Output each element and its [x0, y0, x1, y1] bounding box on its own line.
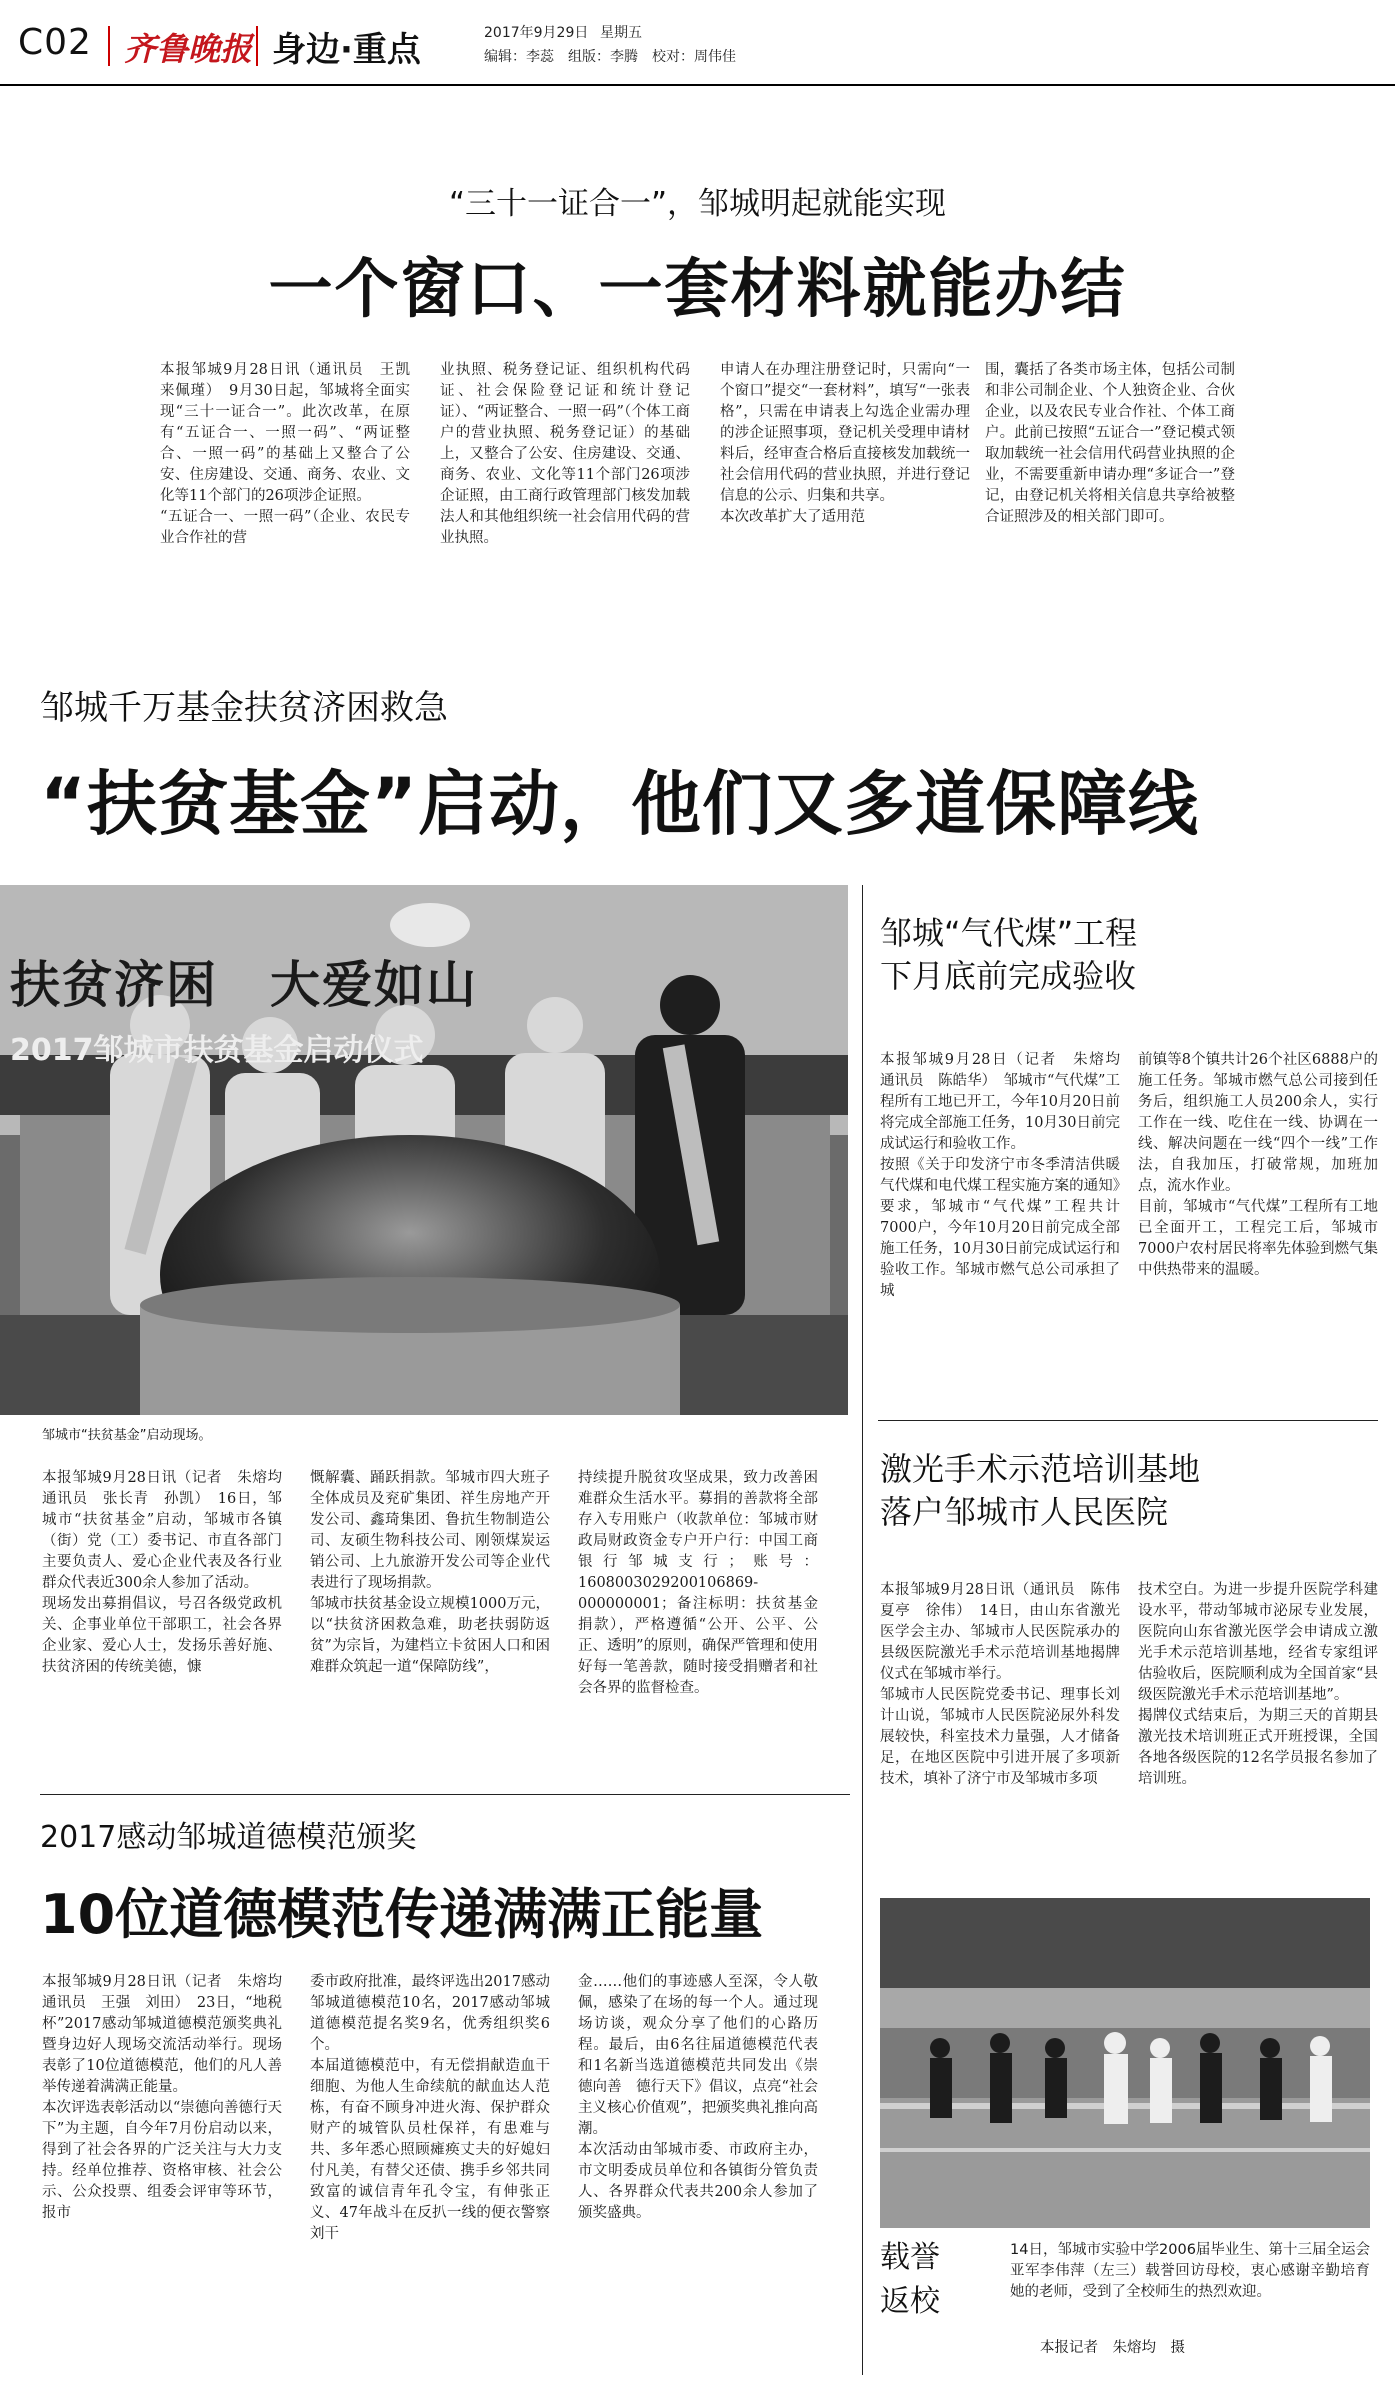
- section-rule: [40, 1794, 850, 1795]
- story5-column-2: 技术空白。为进一步提升医院学科建设水平，带动邹城市泌尿专业发展，医院向山东省激光医学会申请成立激光手术示范培训基地，经省专家组评估验收后，医院顺利成为全国首家“县级医院激光手术示范培训基地”。 揭牌仪式结束后，为期三天的首期县激光技术培训班正式开班授课，全国各地各级医院的12名学员报名参加了培训班。: [1138, 1582, 1378, 1787]
- story6-title: [880, 2236, 940, 2323]
- page-number: C02: [18, 22, 92, 63]
- fund-launch-photo: [0, 885, 848, 1415]
- story4-column-2: 前镇等8个镇共计26个社区6888户的施工任务。邹城市燃气总公司接到任务后，组织施工人员200余人，实行工作在一线、吃住在一线、协调在一线、解决问题在一线“四个一线”工作法，自我加压，打破常规，加班加点，流水作业。 目前，邹城市“气代煤”工程所有工地已全面开工，工程完工后，邹城市7000户农村居民将率先体验到燃气集中供热带来的温暖。: [1138, 1052, 1378, 1278]
- school-visit-photo: [880, 1898, 1370, 2228]
- story3-headline: 10位道德模范传递满满正能量: [40, 1883, 764, 1946]
- story2-column-3: 持续提升脱贫攻坚成果，致力改善困难群众生活水平。募捐的善款将全部存入专用账户（收款单位：邹城市财政局财政资金专户开户行：中国工商银行邹城支行；账号：1608003029200106869-000000001；备注标明：扶贫基金捐款），严格遵循“公开、公平、公正、透明”的原则，确保严管理和使用好每一笔善款，随时接受捐赠者和社会各界的监督检查。: [578, 1470, 818, 1696]
- story5-headline-line2: 落户邹城市人民医院: [880, 1493, 1169, 1532]
- story1-headline: 一个窗口、一套材料就能办结: [268, 253, 1127, 327]
- story5-column-1: 本报邹城9月28日讯（通讯员 陈伟 夏亭 徐伟） 14日，由山东省激光医学会主办、邹城市人民医院承办的县级医院激光手术示范培训基地揭牌仪式在邹城市举行。 邹城市人民医院党委书记、理事长刘计山说，邹城市人民医院泌尿外科发展较快，科室技术力量强，人才储备足，在地区医院中引进开展了多项新技术，填补了济宁市及邹城市多项: [880, 1582, 1120, 1787]
- story4-headline: [880, 912, 1137, 998]
- issue-weekday: 星期五: [600, 25, 642, 41]
- photo-banner-text: 扶贫济困 大爱如山: [10, 956, 478, 1014]
- masthead: [0, 0, 1395, 80]
- section-title: 身边·重点: [272, 30, 421, 70]
- paper-logo: 齐鲁晚报: [124, 30, 253, 68]
- story6-caption: 14日，邹城市实验中学2006届毕业生、第十三届全运会亚军李伟萍（左三）载誉回访母校，衷心感谢辛勤培育她的老师，受到了全校师生的热烈欢迎。: [1010, 2242, 1370, 2300]
- school-visit-photo-drawing: [880, 1898, 1370, 2228]
- issue-date: 2017年9月29日: [484, 25, 589, 41]
- story3-kicker: 2017感动邹城道德模范颁奖: [40, 1820, 417, 1855]
- story4-headline-line1: 邹城“气代煤”工程: [880, 914, 1138, 952]
- story2-headline: “扶贫基金”启动，他们又多道保障线: [40, 763, 1200, 845]
- story6-photo-credit: 本报记者 朱熔均 摄: [1040, 2340, 1185, 2356]
- story1-kicker: “三十一证合一”，邹城明起就能实现: [448, 186, 947, 222]
- story1-column-3: 申请人在办理注册登记时，只需向“一个窗口”提交“一套材料”，填写“一张表格”，只需在申请表上勾选企业需办理的涉企证照事项，登记机关受理申请材料后，经审查合格后直接核发加载统一社会信用代码的营业执照，并进行登记信息的公示、归集和共享。 本次改革扩大了适用范: [720, 362, 970, 525]
- story3-column-2: 委市政府批准，最终评选出2017感动邹城道德模范10名，2017感动邹城道德模范提名奖9名，优秀组织奖6个。 本届道德模范中，有无偿捐献造血干细胞、为他人生命续航的献血达人范栋，有奋不顾身冲进火海、保护群众财产的城管队员杜保祥，有患难与共、多年悉心照顾瘫痪丈夫的好媳妇付凡美，有替父还债、携手乡邻共同致富的诚信青年孔令宝，有伸张正义、47年战斗在反扒一线的便衣警察刘干: [310, 1974, 550, 2242]
- photo-subbanner-text: 2017邹城市扶贫基金启动仪式: [10, 1033, 424, 1068]
- story4-column-1: 本报邹城9月28日（记者 朱熔均 通讯员 陈皓华） 邹城市“气代煤”工程所有工地已开工，今年10月20日前将完成全部施工任务，10月30日前完成试运行和验收工作。 按照《关于印发济宁市冬季清洁供暖气代煤和电代煤工程实施方案的通知》要求，邹城市“气代煤”工程共计7000户，今年10月20日前完成全部施工任务，10月30日前完成试运行和验收工作。邹城市燃气总公司承担了城: [880, 1052, 1120, 1299]
- header-rule: [0, 84, 1395, 86]
- story5-headline: [880, 1448, 1200, 1534]
- story6-title-line1: 载誉: [880, 2240, 940, 2275]
- section-rule: [878, 1420, 1378, 1421]
- story1-column-4: 围，囊括了各类市场主体，包括公司制和非公司制企业、个人独资企业、合伙企业，以及农民专业合作社、个体工商户。此前已按照“五证合一”登记模式领取加载统一社会信用代码营业执照的企业，不需要重新申请办理“多证合一”登记，由登记机关将相关信息共享给被整合证照涉及的相关部门即可。: [985, 362, 1235, 525]
- story1-column-2: 业执照、税务登记证、组织机构代码证、社会保险登记证和统计登记证）、“两证整合、一照一码”（个体工商户的营业执照、税务登记证）的基础上，又整合了公安、住房建设、交通、商务、农业、文化等11个部门26项涉企证照，由工商行政管理部门核发加载法人和其他组织统一社会信用代码的营业执照。: [440, 362, 690, 546]
- story6-title-line2: 返校: [880, 2283, 940, 2319]
- photo-caption: 邹城市“扶贫基金”启动现场。: [42, 1428, 212, 1443]
- story1-column-1: 本报邹城9月28日讯（通讯员 王凯 来佩瑾） 9月30日起，邹城将全面实现“三十一证合一”。此次改革，在原有“五证合一、一照一码”、“两证整合、一照一码”的基础上又整合了公安、住房建设、交通、商务、农业、文化等11个部门的26项涉企证照。 “五证合一、一照一码”（企业、农民专业合作社的营: [160, 362, 410, 546]
- masthead-divider: [256, 26, 258, 66]
- story3-column-3: 金……他们的事迹感人至深，令人敬佩，感染了在场的每一个人。通过现场访谈，观众分享了他们的心路历程。最后，由6名往届道德模范代表和1名新当选道德模范共同发出《崇德向善 德行天下》倡议，点亮“社会主义核心价值观”，把颁奖典礼推向高潮。 本次活动由邹城市委、市政府主办，市文明委成员单位和各镇街分管负责人、各界群众代表共200余人参加了颁奖盛典。: [578, 1974, 818, 2221]
- story3-column-1: 本报邹城9月28日讯（记者 朱熔均 通讯员 王强 刘田） 23日，“地税杯”2017感动邹城道德模范颁奖典礼暨身边好人现场交流活动举行。现场表彰了10位道德模范，他们的凡人善举传递着满满正能量。 本次评选表彰活动以“崇德向善德行天下”为主题，自今年7月份启动以来，得到了社会各界的广泛关注与大力支持。经单位推荐、资格审核、社会公示、公众投票、组委会评审等环节，报市: [42, 1974, 282, 2221]
- story2-column-2: 慨解囊、踊跃捐款。邹城市四大班子全体成员及兖矿集团、祥生房地产开发公司、鑫琦集团、鲁抗生物制造公司、友硕生物科技公司、刚领煤炭运销公司、上九旅游开发公司等企业代表进行了现场捐款。 邹城市扶贫基金设立规模1000万元，以“扶贫济困救急难，助老扶弱防返贫”为宗旨，为建档立卡贫困人口和困难群众筑起一道“保障防线”，: [310, 1470, 550, 1675]
- editor-credits: 编辑：李蕊 组版：李腾 校对：周伟佳: [484, 49, 736, 65]
- story5-headline-line1: 激光手术示范培训基地: [880, 1450, 1201, 1488]
- story2-column-1: 本报邹城9月28日讯（记者 朱熔均 通讯员 张长青 孙凯） 16日，邹城市“扶贫基金”启动，邹城市各镇（街）党（工）委书记、市直各部门主要负责人、爱心企业代表及各行业群众代表近300余人参加了活动。 现场发出募捐倡议，号召各级党政机关、企事业单位干部职工，社会各界企业家、爱心人士，发扬乐善好施、扶贫济困的传统美德，慷: [42, 1470, 282, 1675]
- masthead-divider: [108, 26, 110, 66]
- story4-headline-line2: 下月底前完成验收: [880, 957, 1137, 996]
- story2-kicker: 邹城千万基金扶贫济困救急: [40, 688, 448, 728]
- column-rule: [862, 885, 863, 2375]
